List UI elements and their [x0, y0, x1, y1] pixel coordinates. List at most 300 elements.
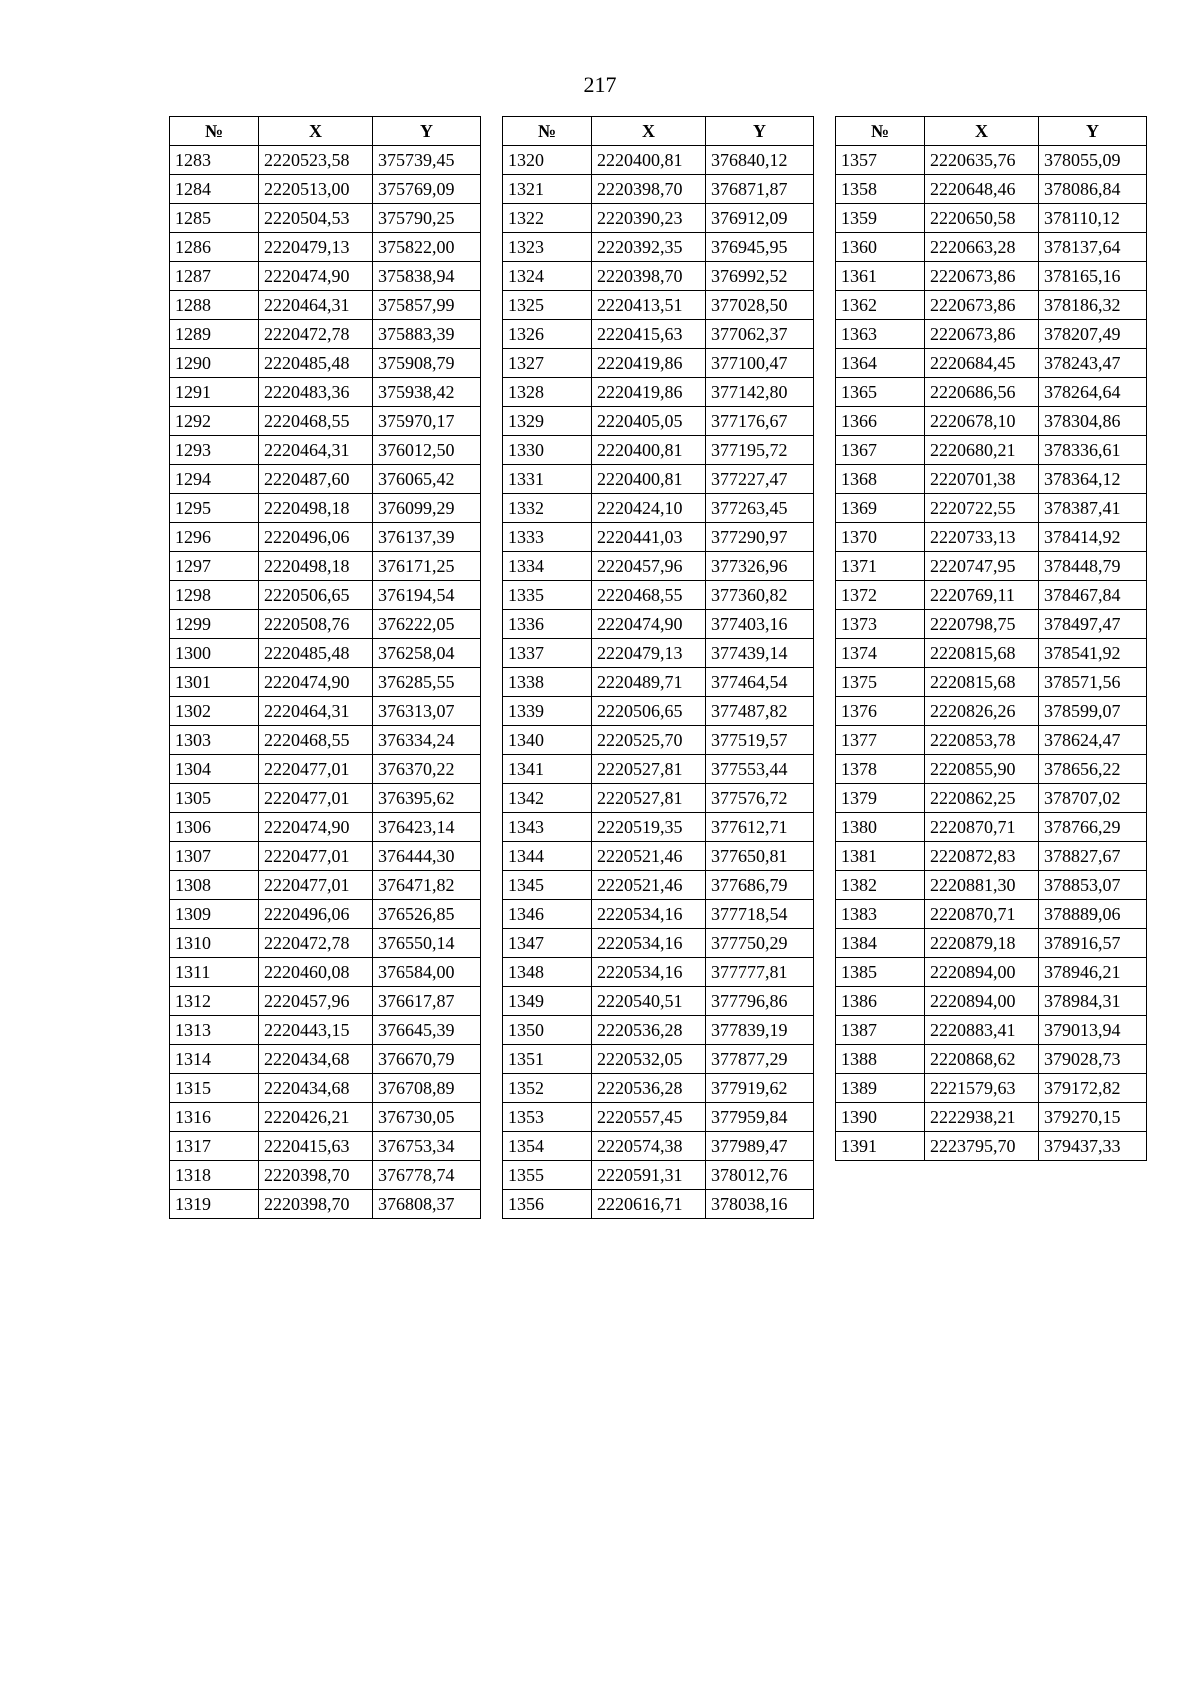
cell-number: 1359 [836, 204, 925, 233]
cell-x: 2220419,86 [592, 349, 706, 378]
table-row [836, 552, 1147, 581]
cell-number: 1363 [836, 320, 925, 349]
cell-y: 376778,74 [373, 1161, 481, 1190]
cell-number: 1303 [170, 726, 259, 755]
cell-number: 1329 [503, 407, 592, 436]
cell-number: 1300 [170, 639, 259, 668]
cell-number: 1288 [170, 291, 259, 320]
table-row [503, 610, 814, 639]
cell-x: 2220678,10 [925, 407, 1039, 436]
cell-x: 2220635,76 [925, 146, 1039, 175]
cell-y: 376194,54 [373, 581, 481, 610]
cell-y: 376526,85 [373, 900, 481, 929]
table-row [170, 262, 481, 291]
cell-x: 2220536,28 [592, 1016, 706, 1045]
table-row [503, 349, 814, 378]
cell-y: 376099,29 [373, 494, 481, 523]
cell-y: 377576,72 [706, 784, 814, 813]
cell-y: 378541,92 [1039, 639, 1147, 668]
cell-x: 2220650,58 [925, 204, 1039, 233]
cell-y: 377464,54 [706, 668, 814, 697]
table-header-row [170, 117, 481, 146]
cell-number: 1357 [836, 146, 925, 175]
cell-x: 2220508,76 [259, 610, 373, 639]
cell-number: 1350 [503, 1016, 592, 1045]
cell-y: 378055,09 [1039, 146, 1147, 175]
table-row [836, 639, 1147, 668]
table-row [503, 987, 814, 1016]
cell-y: 378656,22 [1039, 755, 1147, 784]
table-row [170, 494, 481, 523]
table-row [170, 407, 481, 436]
table-row [836, 349, 1147, 378]
cell-y: 378304,86 [1039, 407, 1147, 436]
table-row [170, 668, 481, 697]
cell-y: 377227,47 [706, 465, 814, 494]
cell-x: 2220468,55 [592, 581, 706, 610]
cell-y: 376444,30 [373, 842, 481, 871]
cell-number: 1287 [170, 262, 259, 291]
cell-y: 378038,16 [706, 1190, 814, 1219]
table-row [503, 1045, 814, 1074]
cell-y: 377989,47 [706, 1132, 814, 1161]
cell-number: 1331 [503, 465, 592, 494]
table-row [503, 668, 814, 697]
cell-x: 2220868,62 [925, 1045, 1039, 1074]
cell-number: 1289 [170, 320, 259, 349]
cell-x: 2220513,00 [259, 175, 373, 204]
cell-number: 1291 [170, 378, 259, 407]
cell-y: 376171,25 [373, 552, 481, 581]
cell-number: 1377 [836, 726, 925, 755]
cell-number: 1347 [503, 929, 592, 958]
cell-x: 2220434,68 [259, 1074, 373, 1103]
table-row [836, 610, 1147, 639]
table-row [503, 1016, 814, 1045]
table-row [503, 1190, 814, 1219]
cell-x: 2220519,35 [592, 813, 706, 842]
cell-x: 2220426,21 [259, 1103, 373, 1132]
cell-x: 2220460,08 [259, 958, 373, 987]
cell-x: 2220424,10 [592, 494, 706, 523]
cell-number: 1316 [170, 1103, 259, 1132]
cell-y: 376808,37 [373, 1190, 481, 1219]
table-row [836, 1103, 1147, 1132]
cell-number: 1310 [170, 929, 259, 958]
cell-number: 1318 [170, 1161, 259, 1190]
table-row [836, 697, 1147, 726]
cell-number: 1327 [503, 349, 592, 378]
cell-number: 1346 [503, 900, 592, 929]
cell-number: 1339 [503, 697, 592, 726]
table-row [836, 1074, 1147, 1103]
cell-number: 1382 [836, 871, 925, 900]
cell-number: 1338 [503, 668, 592, 697]
cell-x: 2220457,96 [259, 987, 373, 1016]
column-header-y: Y [706, 117, 814, 146]
cell-y: 377959,84 [706, 1103, 814, 1132]
cell-x: 2220477,01 [259, 842, 373, 871]
cell-y: 379028,73 [1039, 1045, 1147, 1074]
table-row [836, 755, 1147, 784]
table-row [170, 204, 481, 233]
cell-y: 375970,17 [373, 407, 481, 436]
cell-number: 1293 [170, 436, 259, 465]
cell-y: 376395,62 [373, 784, 481, 813]
table-row [170, 436, 481, 465]
cell-y: 376285,55 [373, 668, 481, 697]
cell-number: 1354 [503, 1132, 592, 1161]
table-row [170, 1132, 481, 1161]
table-row [503, 871, 814, 900]
cell-number: 1340 [503, 726, 592, 755]
cell-x: 2220684,45 [925, 349, 1039, 378]
cell-number: 1301 [170, 668, 259, 697]
cell-number: 1295 [170, 494, 259, 523]
table-row [503, 436, 814, 465]
cell-y: 376753,34 [373, 1132, 481, 1161]
cell-x: 2220477,01 [259, 784, 373, 813]
table-row [503, 581, 814, 610]
cell-number: 1290 [170, 349, 259, 378]
cell-x: 2220521,46 [592, 871, 706, 900]
table-row [170, 175, 481, 204]
cell-number: 1366 [836, 407, 925, 436]
cell-y: 378916,57 [1039, 929, 1147, 958]
cell-y: 376012,50 [373, 436, 481, 465]
cell-y: 377195,72 [706, 436, 814, 465]
table-row [503, 465, 814, 494]
cell-x: 2220496,06 [259, 523, 373, 552]
cell-number: 1321 [503, 175, 592, 204]
cell-y: 375739,45 [373, 146, 481, 175]
table-row [836, 668, 1147, 697]
cell-number: 1333 [503, 523, 592, 552]
table-row [170, 1161, 481, 1190]
cell-number: 1319 [170, 1190, 259, 1219]
table-row [503, 146, 814, 175]
table-row [170, 146, 481, 175]
cell-number: 1364 [836, 349, 925, 378]
cell-y: 377487,82 [706, 697, 814, 726]
cell-y: 376730,05 [373, 1103, 481, 1132]
cell-x: 2220400,81 [592, 436, 706, 465]
cell-number: 1294 [170, 465, 259, 494]
table-row [836, 1016, 1147, 1045]
cell-number: 1353 [503, 1103, 592, 1132]
table-row [503, 784, 814, 813]
cell-x: 2220815,68 [925, 668, 1039, 697]
cell-y: 377439,14 [706, 639, 814, 668]
column-header-y: Y [1039, 117, 1147, 146]
cell-y: 378827,67 [1039, 842, 1147, 871]
cell-number: 1292 [170, 407, 259, 436]
cell-number: 1330 [503, 436, 592, 465]
cell-y: 378624,47 [1039, 726, 1147, 755]
cell-y: 377777,81 [706, 958, 814, 987]
cell-y: 377403,16 [706, 610, 814, 639]
cell-number: 1325 [503, 291, 592, 320]
cell-y: 376840,12 [706, 146, 814, 175]
table-row [503, 378, 814, 407]
table-row [503, 726, 814, 755]
table-row [503, 494, 814, 523]
table-row [170, 813, 481, 842]
table-row [836, 842, 1147, 871]
table-row [170, 1103, 481, 1132]
cell-x: 2220673,86 [925, 320, 1039, 349]
table-row [503, 813, 814, 842]
column-header-x: X [259, 117, 373, 146]
cell-x: 2220464,31 [259, 697, 373, 726]
cell-number: 1314 [170, 1045, 259, 1074]
cell-y: 378889,06 [1039, 900, 1147, 929]
cell-number: 1334 [503, 552, 592, 581]
cell-number: 1336 [503, 610, 592, 639]
cell-y: 378207,49 [1039, 320, 1147, 349]
cell-y: 376617,87 [373, 987, 481, 1016]
cell-number: 1378 [836, 755, 925, 784]
cell-y: 377718,54 [706, 900, 814, 929]
cell-x: 2220616,71 [592, 1190, 706, 1219]
cell-x: 2220477,01 [259, 755, 373, 784]
table-row [836, 987, 1147, 1016]
cell-number: 1373 [836, 610, 925, 639]
column-header-x: X [592, 117, 706, 146]
cell-x: 2220398,70 [259, 1161, 373, 1190]
cell-y: 377612,71 [706, 813, 814, 842]
cell-number: 1312 [170, 987, 259, 1016]
cell-y: 378137,64 [1039, 233, 1147, 262]
cell-x: 2220815,68 [925, 639, 1039, 668]
table-row [170, 610, 481, 639]
cell-y: 377326,96 [706, 552, 814, 581]
cell-x: 2220457,96 [592, 552, 706, 581]
table-row [503, 233, 814, 262]
cell-number: 1391 [836, 1132, 925, 1161]
cell-x: 2220686,56 [925, 378, 1039, 407]
table-row [503, 900, 814, 929]
cell-number: 1360 [836, 233, 925, 262]
cell-number: 1367 [836, 436, 925, 465]
cell-number: 1386 [836, 987, 925, 1016]
cell-number: 1322 [503, 204, 592, 233]
cell-number: 1302 [170, 697, 259, 726]
cell-y: 376645,39 [373, 1016, 481, 1045]
cell-y: 376423,14 [373, 813, 481, 842]
cell-x: 2220489,71 [592, 668, 706, 697]
table-header-row [503, 117, 814, 146]
cell-x: 2220483,36 [259, 378, 373, 407]
table-row [503, 407, 814, 436]
cell-x: 2220398,70 [592, 262, 706, 291]
cell-x: 2220472,78 [259, 929, 373, 958]
cell-number: 1308 [170, 871, 259, 900]
cell-x: 2220534,16 [592, 958, 706, 987]
cell-number: 1356 [503, 1190, 592, 1219]
cell-number: 1370 [836, 523, 925, 552]
cell-y: 378243,47 [1039, 349, 1147, 378]
cell-y: 379270,15 [1039, 1103, 1147, 1132]
table-row [836, 871, 1147, 900]
table-row [836, 784, 1147, 813]
table-row [836, 146, 1147, 175]
cell-x: 2220883,41 [925, 1016, 1039, 1045]
cell-x: 2220894,00 [925, 987, 1039, 1016]
cell-x: 2220468,55 [259, 726, 373, 755]
table-row [836, 929, 1147, 958]
table-row [836, 407, 1147, 436]
cell-x: 2220534,16 [592, 900, 706, 929]
cell-y: 377263,45 [706, 494, 814, 523]
table-body [503, 146, 814, 1219]
cell-y: 377142,80 [706, 378, 814, 407]
cell-number: 1307 [170, 842, 259, 871]
cell-x: 2220506,65 [259, 581, 373, 610]
cell-x: 2220485,48 [259, 639, 373, 668]
cell-y: 378571,56 [1039, 668, 1147, 697]
table-row [170, 1045, 481, 1074]
table-row [170, 987, 481, 1016]
column-header-number: № [170, 117, 259, 146]
table-row [503, 842, 814, 871]
cell-y: 378946,21 [1039, 958, 1147, 987]
cell-x: 2220534,16 [592, 929, 706, 958]
cell-y: 377062,37 [706, 320, 814, 349]
table-row [170, 900, 481, 929]
cell-x: 2220540,51 [592, 987, 706, 1016]
cell-y: 379013,94 [1039, 1016, 1147, 1045]
table-row [170, 552, 481, 581]
cell-y: 378264,64 [1039, 378, 1147, 407]
cell-number: 1315 [170, 1074, 259, 1103]
cell-y: 376708,89 [373, 1074, 481, 1103]
table-row [503, 1132, 814, 1161]
cell-number: 1362 [836, 291, 925, 320]
table-row [503, 175, 814, 204]
cell-number: 1369 [836, 494, 925, 523]
cell-number: 1372 [836, 581, 925, 610]
cell-y: 375790,25 [373, 204, 481, 233]
table-row [503, 1103, 814, 1132]
table-row [170, 871, 481, 900]
cell-y: 378497,47 [1039, 610, 1147, 639]
cell-number: 1306 [170, 813, 259, 842]
table-row [170, 320, 481, 349]
cell-y: 376584,00 [373, 958, 481, 987]
cell-x: 2223795,70 [925, 1132, 1039, 1161]
table-row [503, 755, 814, 784]
cell-number: 1296 [170, 523, 259, 552]
cell-number: 1326 [503, 320, 592, 349]
table-header-row [836, 117, 1147, 146]
table-row [170, 784, 481, 813]
cell-x: 2220894,00 [925, 958, 1039, 987]
cell-x: 2222938,21 [925, 1103, 1039, 1132]
cell-y: 376258,04 [373, 639, 481, 668]
cell-number: 1368 [836, 465, 925, 494]
cell-x: 2220390,23 [592, 204, 706, 233]
cell-x: 2220673,86 [925, 291, 1039, 320]
column-header-number: № [836, 117, 925, 146]
table-row [170, 842, 481, 871]
cell-x: 2220525,70 [592, 726, 706, 755]
cell-y: 378853,07 [1039, 871, 1147, 900]
cell-x: 2220496,06 [259, 900, 373, 929]
cell-x: 2220722,55 [925, 494, 1039, 523]
cell-y: 378984,31 [1039, 987, 1147, 1016]
table-row [503, 262, 814, 291]
cell-number: 1379 [836, 784, 925, 813]
table-row [836, 436, 1147, 465]
cell-y: 377650,81 [706, 842, 814, 871]
cell-x: 2220441,03 [592, 523, 706, 552]
cell-x: 2220532,05 [592, 1045, 706, 1074]
cell-x: 2220405,05 [592, 407, 706, 436]
table-row [170, 929, 481, 958]
cell-y: 376222,05 [373, 610, 481, 639]
table-row [503, 929, 814, 958]
cell-y: 376471,82 [373, 871, 481, 900]
cell-x: 2220398,70 [592, 175, 706, 204]
cell-number: 1380 [836, 813, 925, 842]
cell-y: 378012,76 [706, 1161, 814, 1190]
cell-x: 2220527,81 [592, 784, 706, 813]
cell-x: 2220504,53 [259, 204, 373, 233]
cell-y: 377553,44 [706, 755, 814, 784]
cell-x: 2220400,81 [592, 465, 706, 494]
table-row [503, 552, 814, 581]
cell-x: 2220392,35 [592, 233, 706, 262]
cell-y: 377919,62 [706, 1074, 814, 1103]
cell-y: 377519,57 [706, 726, 814, 755]
table-row [170, 639, 481, 668]
cell-x: 2220648,46 [925, 175, 1039, 204]
table-row [503, 204, 814, 233]
cell-y: 378707,02 [1039, 784, 1147, 813]
cell-x: 2220415,63 [259, 1132, 373, 1161]
cell-number: 1285 [170, 204, 259, 233]
cell-number: 1389 [836, 1074, 925, 1103]
cell-y: 378165,16 [1039, 262, 1147, 291]
cell-x: 2220498,18 [259, 494, 373, 523]
cell-x: 2220521,46 [592, 842, 706, 871]
cell-y: 376992,52 [706, 262, 814, 291]
cell-y: 376871,87 [706, 175, 814, 204]
table-row [503, 1161, 814, 1190]
cell-y: 378364,12 [1039, 465, 1147, 494]
cell-y: 375857,99 [373, 291, 481, 320]
cell-y: 376370,22 [373, 755, 481, 784]
cell-y: 377176,67 [706, 407, 814, 436]
cell-x: 2220479,13 [259, 233, 373, 262]
cell-number: 1349 [503, 987, 592, 1016]
cell-x: 2220400,81 [592, 146, 706, 175]
cell-x: 2220472,78 [259, 320, 373, 349]
cell-x: 2220474,90 [259, 668, 373, 697]
cell-y: 377750,29 [706, 929, 814, 958]
cell-number: 1388 [836, 1045, 925, 1074]
cell-x: 2220663,28 [925, 233, 1039, 262]
cell-y: 376137,39 [373, 523, 481, 552]
cell-number: 1365 [836, 378, 925, 407]
table-body [836, 146, 1147, 1161]
cell-number: 1371 [836, 552, 925, 581]
cell-y: 378186,32 [1039, 291, 1147, 320]
cell-y: 375838,94 [373, 262, 481, 291]
table-row [170, 349, 481, 378]
table-row [836, 378, 1147, 407]
